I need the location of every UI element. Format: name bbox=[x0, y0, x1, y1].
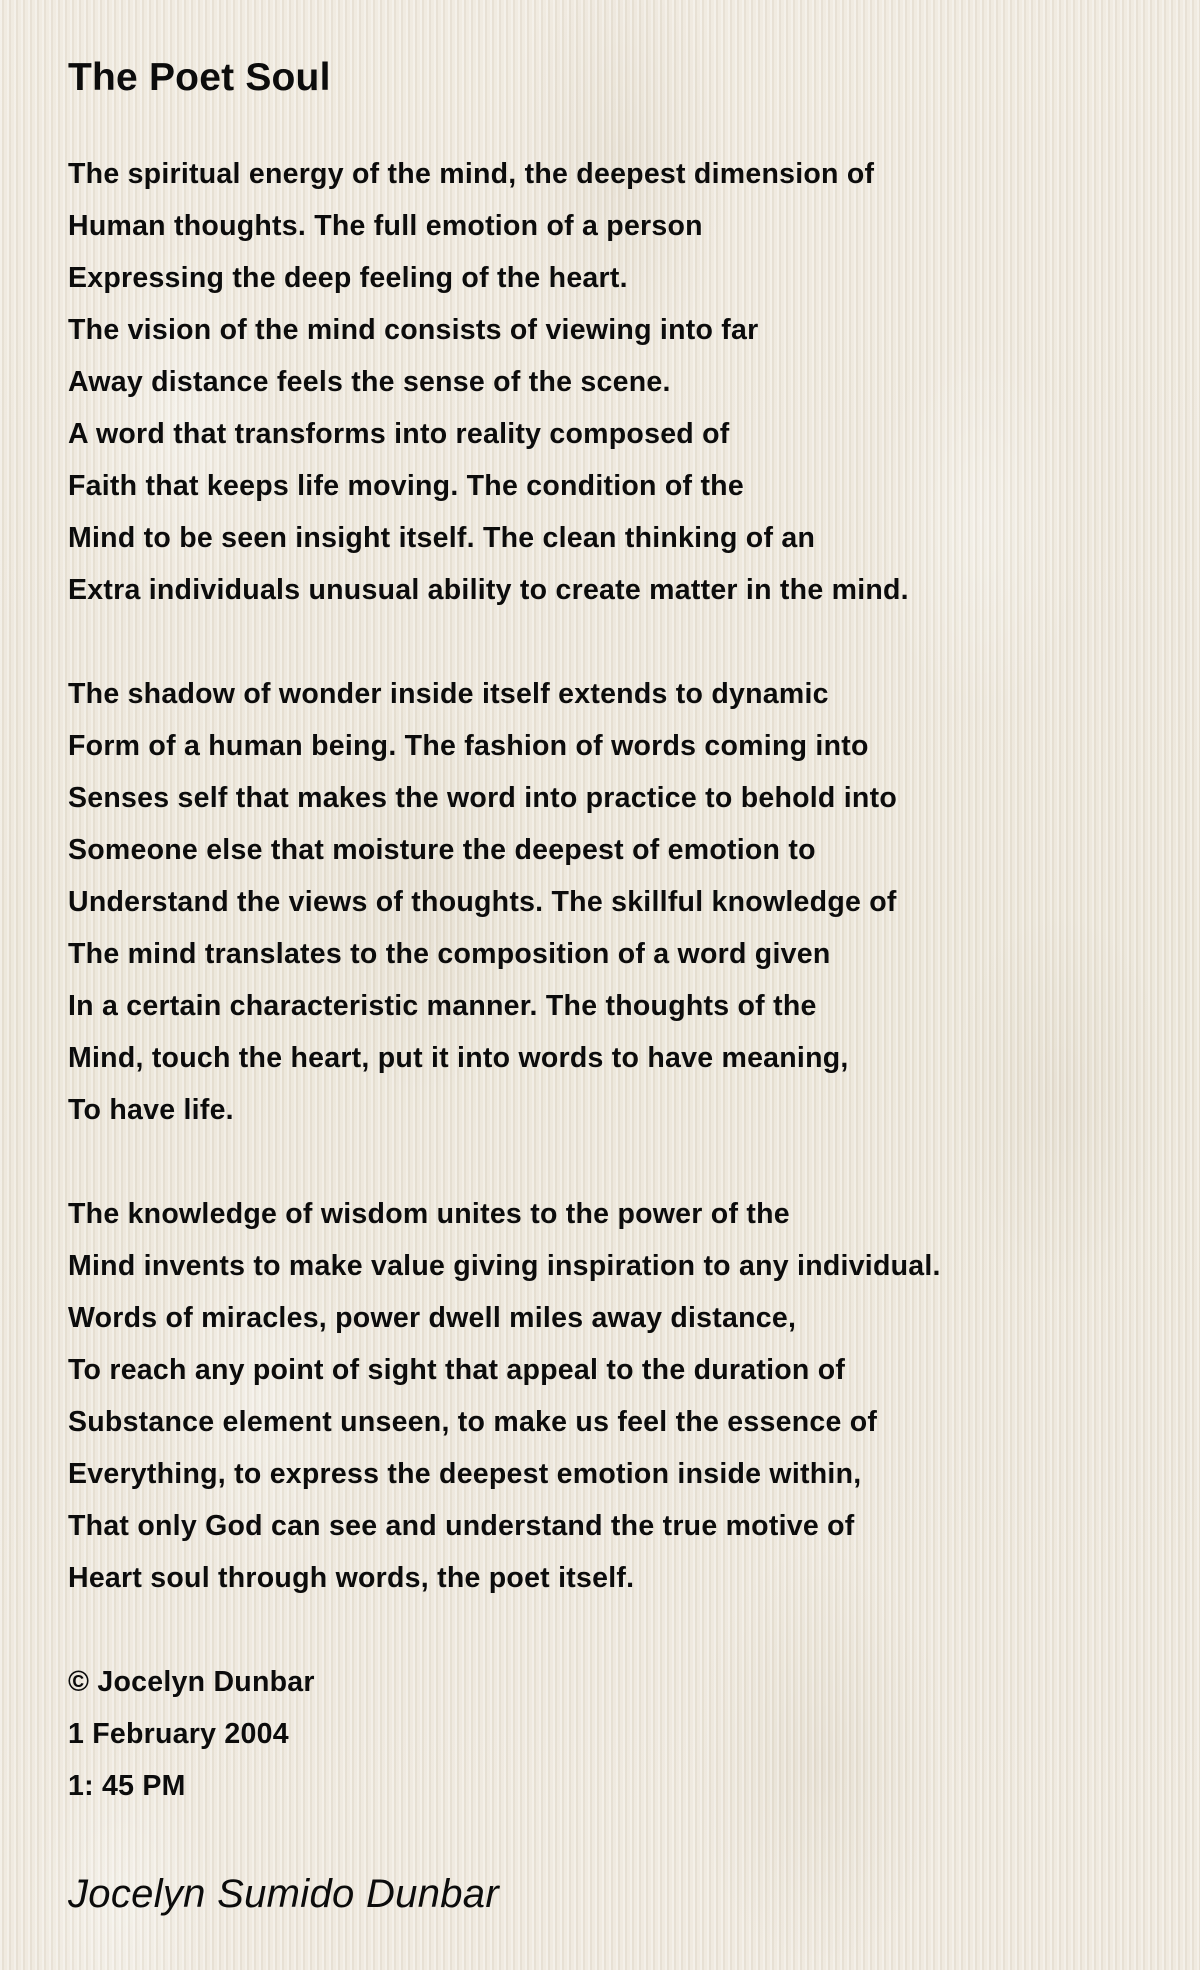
poem-line: Mind to be seen insight itself. The clean thinking of an bbox=[68, 522, 816, 554]
poem-credits bbox=[68, 1656, 941, 1812]
stanza-2 bbox=[68, 668, 941, 1136]
poem-line: Understand the views of thoughts. The skillful knowledge of bbox=[68, 886, 897, 918]
poem-line: The knowledge of wisdom unites to the power of the bbox=[68, 1198, 790, 1230]
poem-line: Form of a human being. The fashion of words coming into bbox=[68, 730, 869, 762]
poem-line: The shadow of wonder inside itself extends to dynamic bbox=[68, 678, 829, 710]
poem-body bbox=[68, 148, 941, 1812]
poem-line: The mind translates to the composition of a word given bbox=[68, 938, 831, 970]
poem-title: The Poet Soul bbox=[68, 56, 331, 99]
poem-line: Everything, to express the deepest emotion inside within, bbox=[68, 1458, 862, 1490]
copyright-notice: © Jocelyn Dunbar bbox=[68, 1666, 315, 1698]
poem-date: 1 February 2004 bbox=[68, 1718, 289, 1750]
poem-line: The spiritual energy of the mind, the deepest dimension of bbox=[68, 158, 875, 190]
poem-line: To have life. bbox=[68, 1094, 234, 1126]
poem-line: The vision of the mind consists of viewing into far bbox=[68, 314, 759, 346]
poem-line: Senses self that makes the word into practice to behold into bbox=[68, 782, 897, 814]
poem-time: 1: 45 PM bbox=[68, 1770, 186, 1802]
poem-line: Substance element unseen, to make us feel the essence of bbox=[68, 1406, 878, 1438]
poem-line: To reach any point of sight that appeal to the duration of bbox=[68, 1354, 846, 1386]
poem-line: Words of miracles, power dwell miles away distance, bbox=[68, 1302, 797, 1334]
poem-line: Mind invents to make value giving inspiration to any individual. bbox=[68, 1250, 941, 1282]
author-signature: Jocelyn Sumido Dunbar bbox=[68, 1872, 499, 1916]
poem-line: Someone else that moisture the deepest of emotion to bbox=[68, 834, 816, 866]
poem-line: Mind, touch the heart, put it into words to have meaning, bbox=[68, 1042, 849, 1074]
poem-line: Expressing the deep feeling of the heart. bbox=[68, 262, 628, 294]
poem-line: In a certain characteristic manner. The thoughts of the bbox=[68, 990, 817, 1022]
poem-line: Extra individuals unusual ability to create matter in the mind. bbox=[68, 574, 909, 606]
poem-line: Heart soul through words, the poet itself. bbox=[68, 1562, 635, 1594]
poem-line: A word that transforms into reality composed of bbox=[68, 418, 730, 450]
stanza-1 bbox=[68, 148, 941, 616]
poem-line: Faith that keeps life moving. The condition of the bbox=[68, 470, 744, 502]
poem-line: Human thoughts. The full emotion of a person bbox=[68, 210, 703, 242]
poem-line: That only God can see and understand the true motive of bbox=[68, 1510, 855, 1542]
poem-line: Away distance feels the sense of the scene. bbox=[68, 366, 671, 398]
stanza-3 bbox=[68, 1188, 941, 1604]
